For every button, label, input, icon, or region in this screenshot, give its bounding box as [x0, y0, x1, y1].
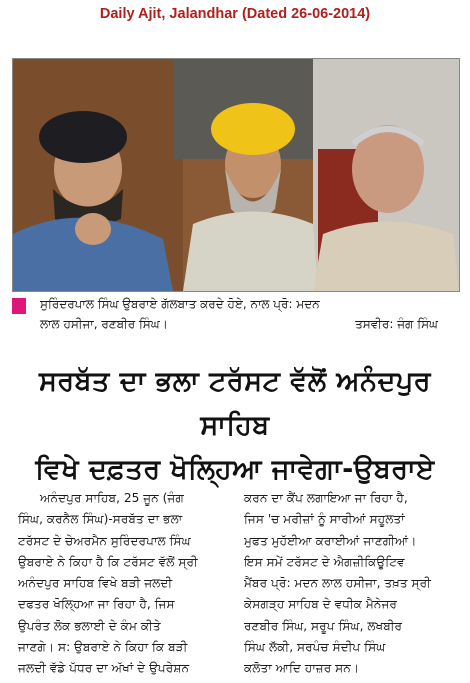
headline-line-2: ਵਿਖੇ ਦਫ਼ਤਰ ਖੋਲ੍ਹਿਆ ਜਾਵੇਗਾ-ਉਬਰਾਏ — [35, 454, 435, 485]
article-column-right — [244, 488, 460, 680]
article-line: ਉਬਰਾਏ ਨੇ ਕਿਹਾ ਹੈ ਕਿ ਟਰੱਸਟ ਵੱਲੋਂ ਸ੍ਰੀ — [18, 554, 198, 569]
article-line: ਅਨੰਦਪੁਰ ਸਾਹਿਬ ਵਿਖੇ ਬੜੀ ਜਲਦੀ — [18, 576, 173, 591]
article-line: ਸਿੰਘ ਲੱਕੀ, ਸਰਪੰਚ ਸੰਦੀਪ ਸਿੰਘ — [244, 640, 386, 655]
article-line: ਉਪਰੰਤ ਲੋਕ ਭਲਾਈ ਦੇ ਕੰਮ ਕੀਤੇ — [18, 618, 161, 633]
article-line: ਜਾਣਗੇ। ਸ: ਉਬਰਾਏ ਨੇ ਕਿਹਾ ਕਿ ਬੜੀ — [18, 640, 188, 655]
article-line: ਰਣਬੀਰ ਸਿੰਘ, ਸਰੂਪ ਸਿੰਘ, ਲਖਬੀਰ — [244, 618, 403, 633]
article-line: ਜਿਸ 'ਚ ਮਰੀਜ਼ਾਂ ਨੂੰ ਸਾਰੀਆਂ ਸਹੂਲਤਾਂ — [244, 512, 405, 527]
article-line: ਇਸ ਸਮੇਂ ਟਰੱਸਟ ਦੇ ਐਗਜ਼ੀਕਿਊਟਿਵ — [244, 554, 405, 569]
headline — [12, 360, 458, 492]
article-line: ਦਫਤਰ ਖੋਲ੍ਹਿਆ ਜਾ ਰਿਹਾ ਹੈ, ਜਿਸ — [18, 597, 175, 612]
photo-credit: ਤਸਵੀਰ: ਜੰਗ ਸਿੰਘ — [355, 317, 438, 331]
article-line: ਮੁਫਤ ਮੁਹੱਈਆ ਕਰਾਈਆਂ ਜਾਣਗੀਆਂ। — [244, 533, 417, 548]
caption-line-2: ਲਾਲ ਹਸੀਜਾ, ਰਣਬੀਰ ਸਿੰਘ। — [40, 317, 168, 331]
article-line: ਸਿੰਘ, ਕਰਨੈਲ ਸਿੰਘ)-ਸਰਬੱਤ ਦਾ ਭਲਾ — [18, 512, 183, 527]
article-line: ਟਰੱਸਟ ਦੇ ਚੇਅਰਮੈਨ ਸੁਰਿੰਦਰਪਾਲ ਸਿੰਘ — [18, 533, 191, 548]
article-line: ਜਲਦੀ ਵੱਡੇ ਪੱਧਰ ਦਾ ਅੱਖਾਂ ਦੇ ਉਪਰੇਸ਼ਨ — [18, 661, 190, 676]
caption-line-1: ਸੁਰਿੰਦਰਪਾਲ ਸਿੰਘ ਉਬਰਾਏ ਗੱਲਬਾਤ ਕਰਦੇ ਹੋਏ, ਨਾਲ ਪ੍ਰੋ: ਮਦਨ — [40, 297, 320, 311]
article-line: ਮੈਂਬਰ ਪ੍ਰੋ: ਮਦਨ ਲਾਲ ਹਸੀਜਾ, ਤਖ਼ਤ ਸ੍ਰੀ — [244, 576, 431, 591]
article-line: ਅਨੰਦਪੁਰ ਸਾਹਿਬ, 25 ਜੂਨ (ਜੰਗ — [40, 491, 184, 505]
masthead: Daily Ajit, Jalandhar (Dated 26-06-2014) — [99, 6, 371, 22]
article-line: ਕਰਨ ਦਾ ਕੈਂਪ ਲਗਾਇਆ ਜਾ ਰਿਹਾ ਹੈ, — [244, 491, 408, 505]
article-line: ਕਲੋਤਾ ਆਦਿ ਹਾਜ਼ਰ ਸਨ। — [244, 661, 360, 676]
news-photo — [12, 58, 460, 292]
article-line: ਕੇਸਗੜ੍ਹ ਸਾਹਿਬ ਦੇ ਵਧੀਕ ਮੈਨੇਜਰ — [244, 597, 397, 612]
headline-line-1: ਸਰਬੱਤ ਦਾ ਭਲਾ ਟਰੱਸਟ ਵੱਲੋਂ ਅਨੰਦਪੁਰ ਸਾਹਿਬ — [38, 366, 432, 441]
article-column-left — [18, 488, 232, 680]
caption-marker — [12, 298, 26, 314]
